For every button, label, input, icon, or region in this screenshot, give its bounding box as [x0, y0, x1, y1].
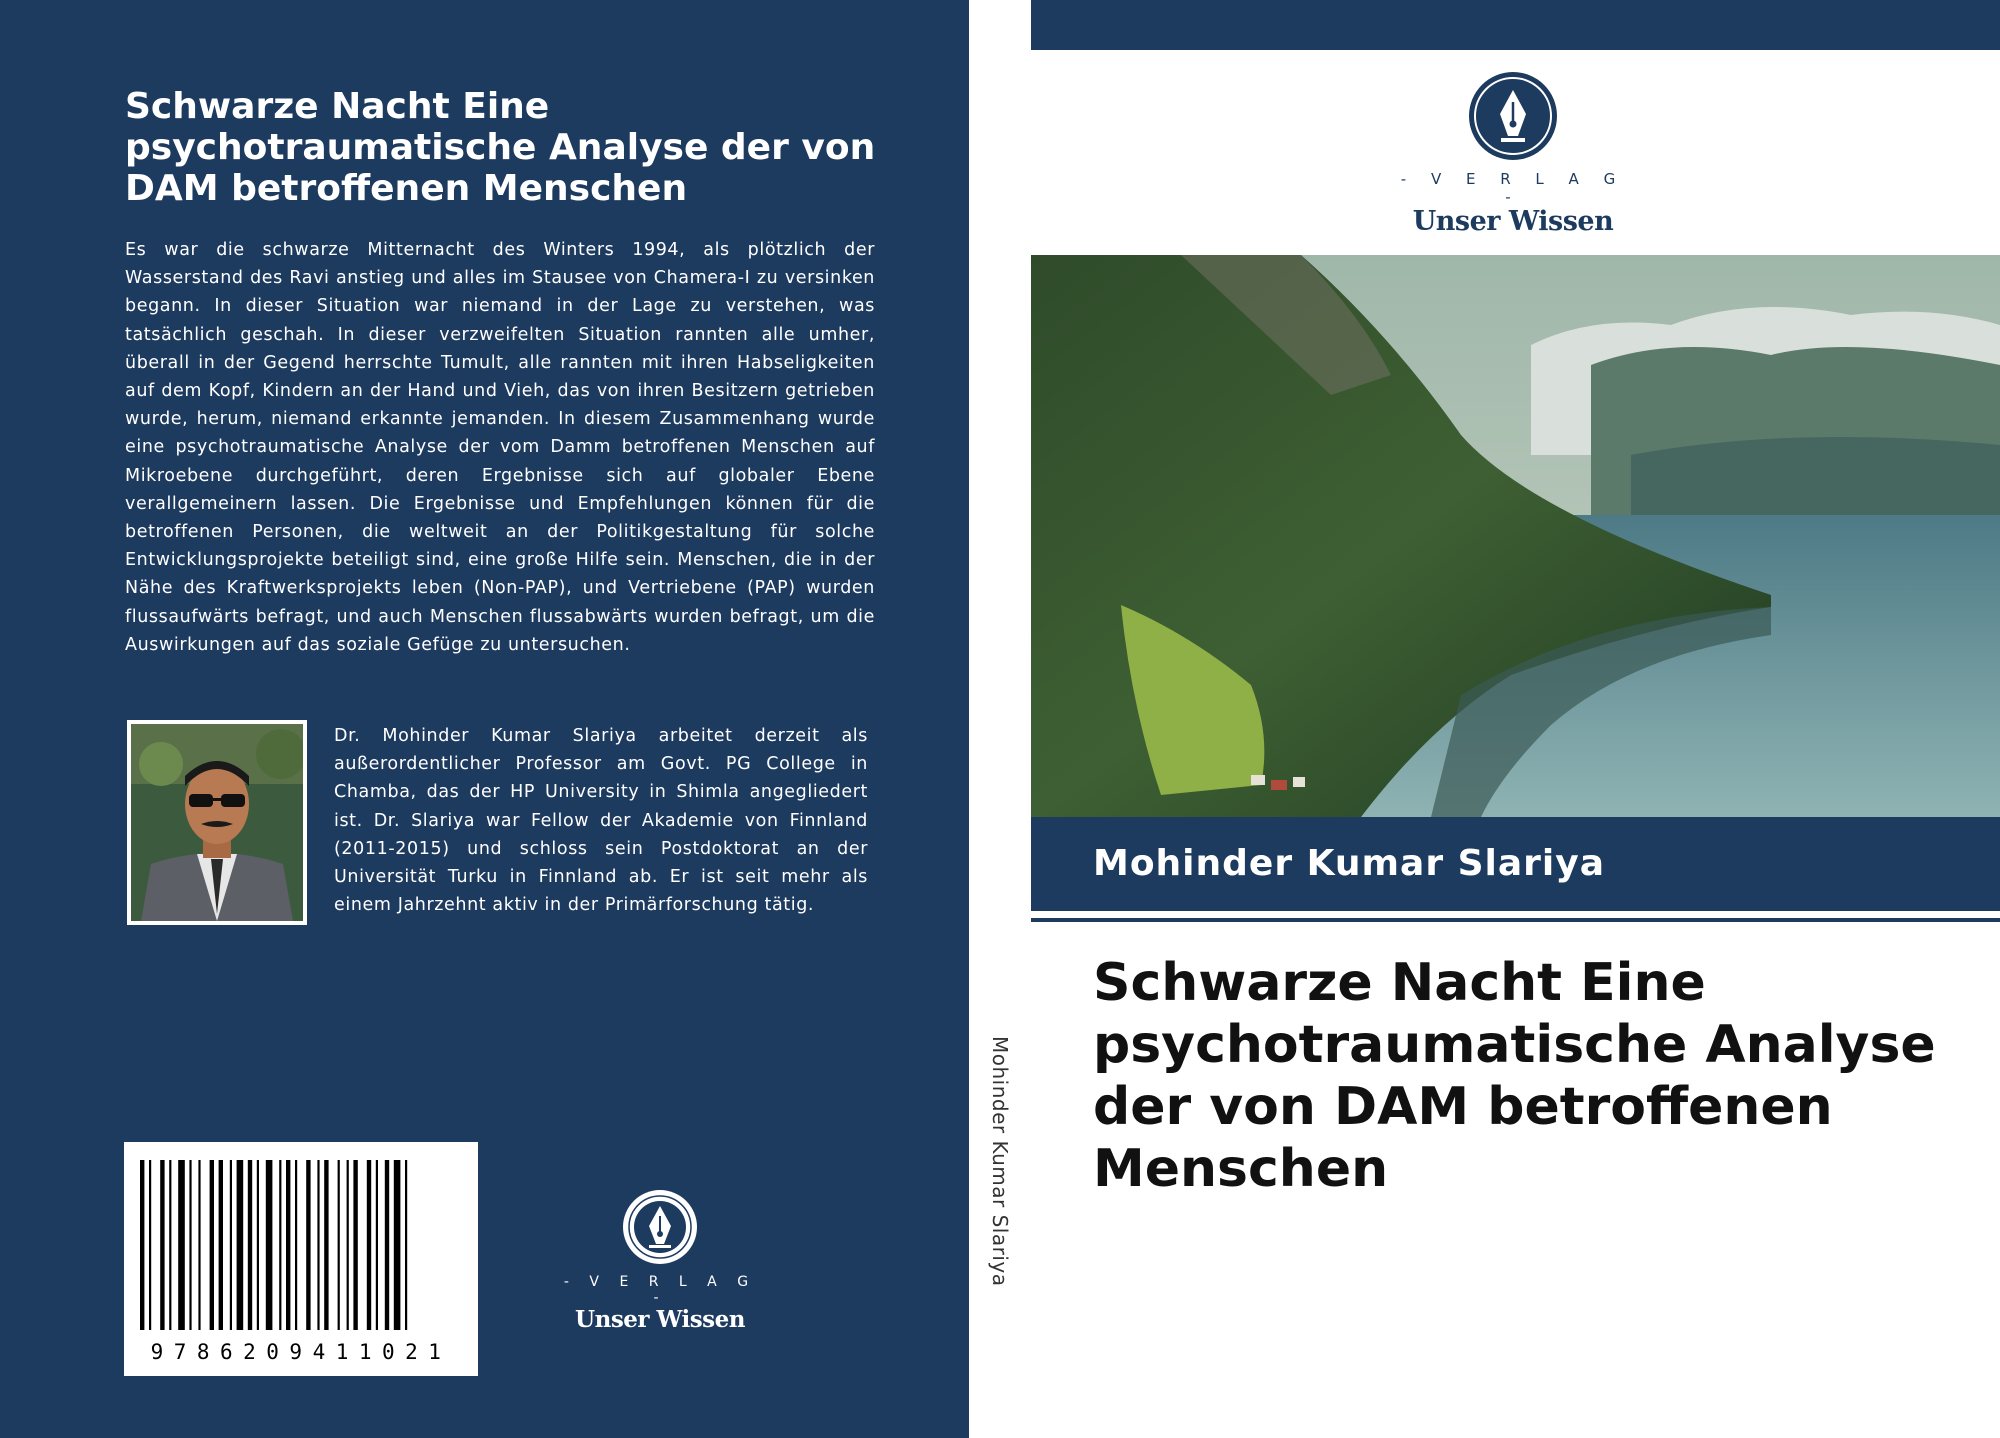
barcode-bar	[295, 1160, 297, 1330]
spine	[969, 0, 1031, 1438]
barcode-bar	[376, 1160, 378, 1330]
front-cover	[1031, 0, 2000, 1438]
barcode-bar	[198, 1160, 200, 1330]
front-top-bar	[1031, 0, 2000, 50]
fjord-landscape-icon	[1031, 255, 2000, 817]
barcode-bar	[279, 1160, 281, 1330]
front-logo-name: Unser Wissen	[1412, 206, 1614, 237]
isbn-barcode	[124, 1142, 478, 1376]
front-author-name: Mohinder Kumar Slariya	[1093, 843, 1606, 884]
back-cover	[0, 0, 969, 1438]
barcode-bar	[317, 1160, 319, 1330]
barcode-bar	[149, 1160, 151, 1330]
barcode-bar	[338, 1160, 340, 1330]
barcode-bar	[266, 1160, 273, 1330]
barcode-bar	[324, 1160, 328, 1330]
pen-nib-logo-icon	[621, 1188, 699, 1266]
barcode-bar	[248, 1160, 252, 1330]
barcode-bar	[405, 1160, 407, 1330]
back-logo-verlag: - V E R L A G -	[563, 1274, 757, 1306]
back-publisher-logo	[560, 1188, 760, 1333]
barcode-bar	[367, 1160, 371, 1330]
barcode-bar	[347, 1160, 349, 1330]
cover-landscape-image	[1031, 255, 2000, 817]
barcode-bar	[140, 1160, 144, 1330]
pen-nib-logo-icon	[1467, 70, 1559, 162]
barcode-bar	[230, 1160, 232, 1330]
barcode-bar	[160, 1160, 164, 1330]
barcode-bar	[237, 1160, 244, 1330]
front-cover-title: Schwarze Nacht Eine psychotraumatische Analyse der von DAM betroffenen Menschen	[1093, 953, 1936, 1199]
barcode-bars	[124, 1142, 478, 1342]
barcode-bar	[219, 1160, 223, 1330]
barcode-bar	[178, 1160, 185, 1330]
barcode-bar	[353, 1160, 357, 1330]
barcode-bar	[210, 1160, 214, 1330]
barcode-bar	[257, 1160, 259, 1330]
author-photo	[127, 720, 307, 925]
front-publisher-logo	[1393, 70, 1633, 237]
barcode-bar	[394, 1160, 401, 1330]
author-bio: Dr. Mohinder Kumar Slariya arbeitet derzeit als außerordentlicher Professor am Govt. PG College in Chamba, das der HP University in Shimla angegliedert ist. Dr. Slariya war Fellow der Akademie von Finnland (2011-2015) und schloss sein Postdoktorat an der Universität Turku in Finnland ab. Er ist seit mehr als einem Jahrzehnt aktiv in der Primärforschung tätig.	[334, 726, 868, 916]
divider	[1031, 918, 2000, 922]
back-logo-name: Unser Wissen	[575, 1306, 745, 1333]
barcode-bar	[306, 1160, 310, 1330]
barcode-bar	[169, 1160, 171, 1330]
isbn-number: 9786209411021	[150, 1340, 452, 1364]
spine-author: Mohinder Kumar Slariya	[988, 1036, 1012, 1287]
back-cover-title: Schwarze Nacht Eine psychotraumatische Analyse der von DAM betroffenen Menschen	[125, 86, 876, 209]
barcode-bar	[385, 1160, 389, 1330]
author-portrait-icon	[131, 724, 303, 921]
author-band	[1031, 817, 2000, 911]
barcode-bar	[189, 1160, 191, 1330]
front-logo-verlag: - V E R L A G -	[1400, 170, 1626, 206]
back-cover-blurb: Es war die schwarze Mitternacht des Winters 1994, als plötzlich der Wasserstand des Ravi anstieg und alles im Stausee von Chamera-I zu versinken begann. In dieser Situation war niemand in der Lage zu verstehen, was tatsächlich geschah. In dieser verzweifelten Situation rannten alle umher, überall in der Gegend herrschte Tumult, alle rannten mit ihren Habseligkeiten auf dem Kopf, Kindern an der Hand und Vieh, das von ihren Besitzern getrieben wurde, herum, niemand erkannte jemanden. In diesem Zusammenhang wurde eine psychotraumatische Analyse der vom Damm betroffenen Menschen auf Mikroebene durchgeführt, deren Ergebnisse sich auf globaler Ebene verallgemeinern lassen. Die Ergebnisse und Empfehlungen können für die betroffenen Personen, die weltweit an der Politikgestaltung für solche Entwicklungsprojekte beteiligt sind, eine große Hilfe sein. Menschen, die in der Nähe des Kraftwerksprojekts leben (Non-PAP), und Vertriebene (PAP) wurden flussaufwärts befragt, und auch Menschen flussabwärts wurden befragt, um die Auswirkungen auf das soziale Gefüge zu untersuchen.	[125, 240, 875, 655]
barcode-bar	[286, 1160, 290, 1330]
